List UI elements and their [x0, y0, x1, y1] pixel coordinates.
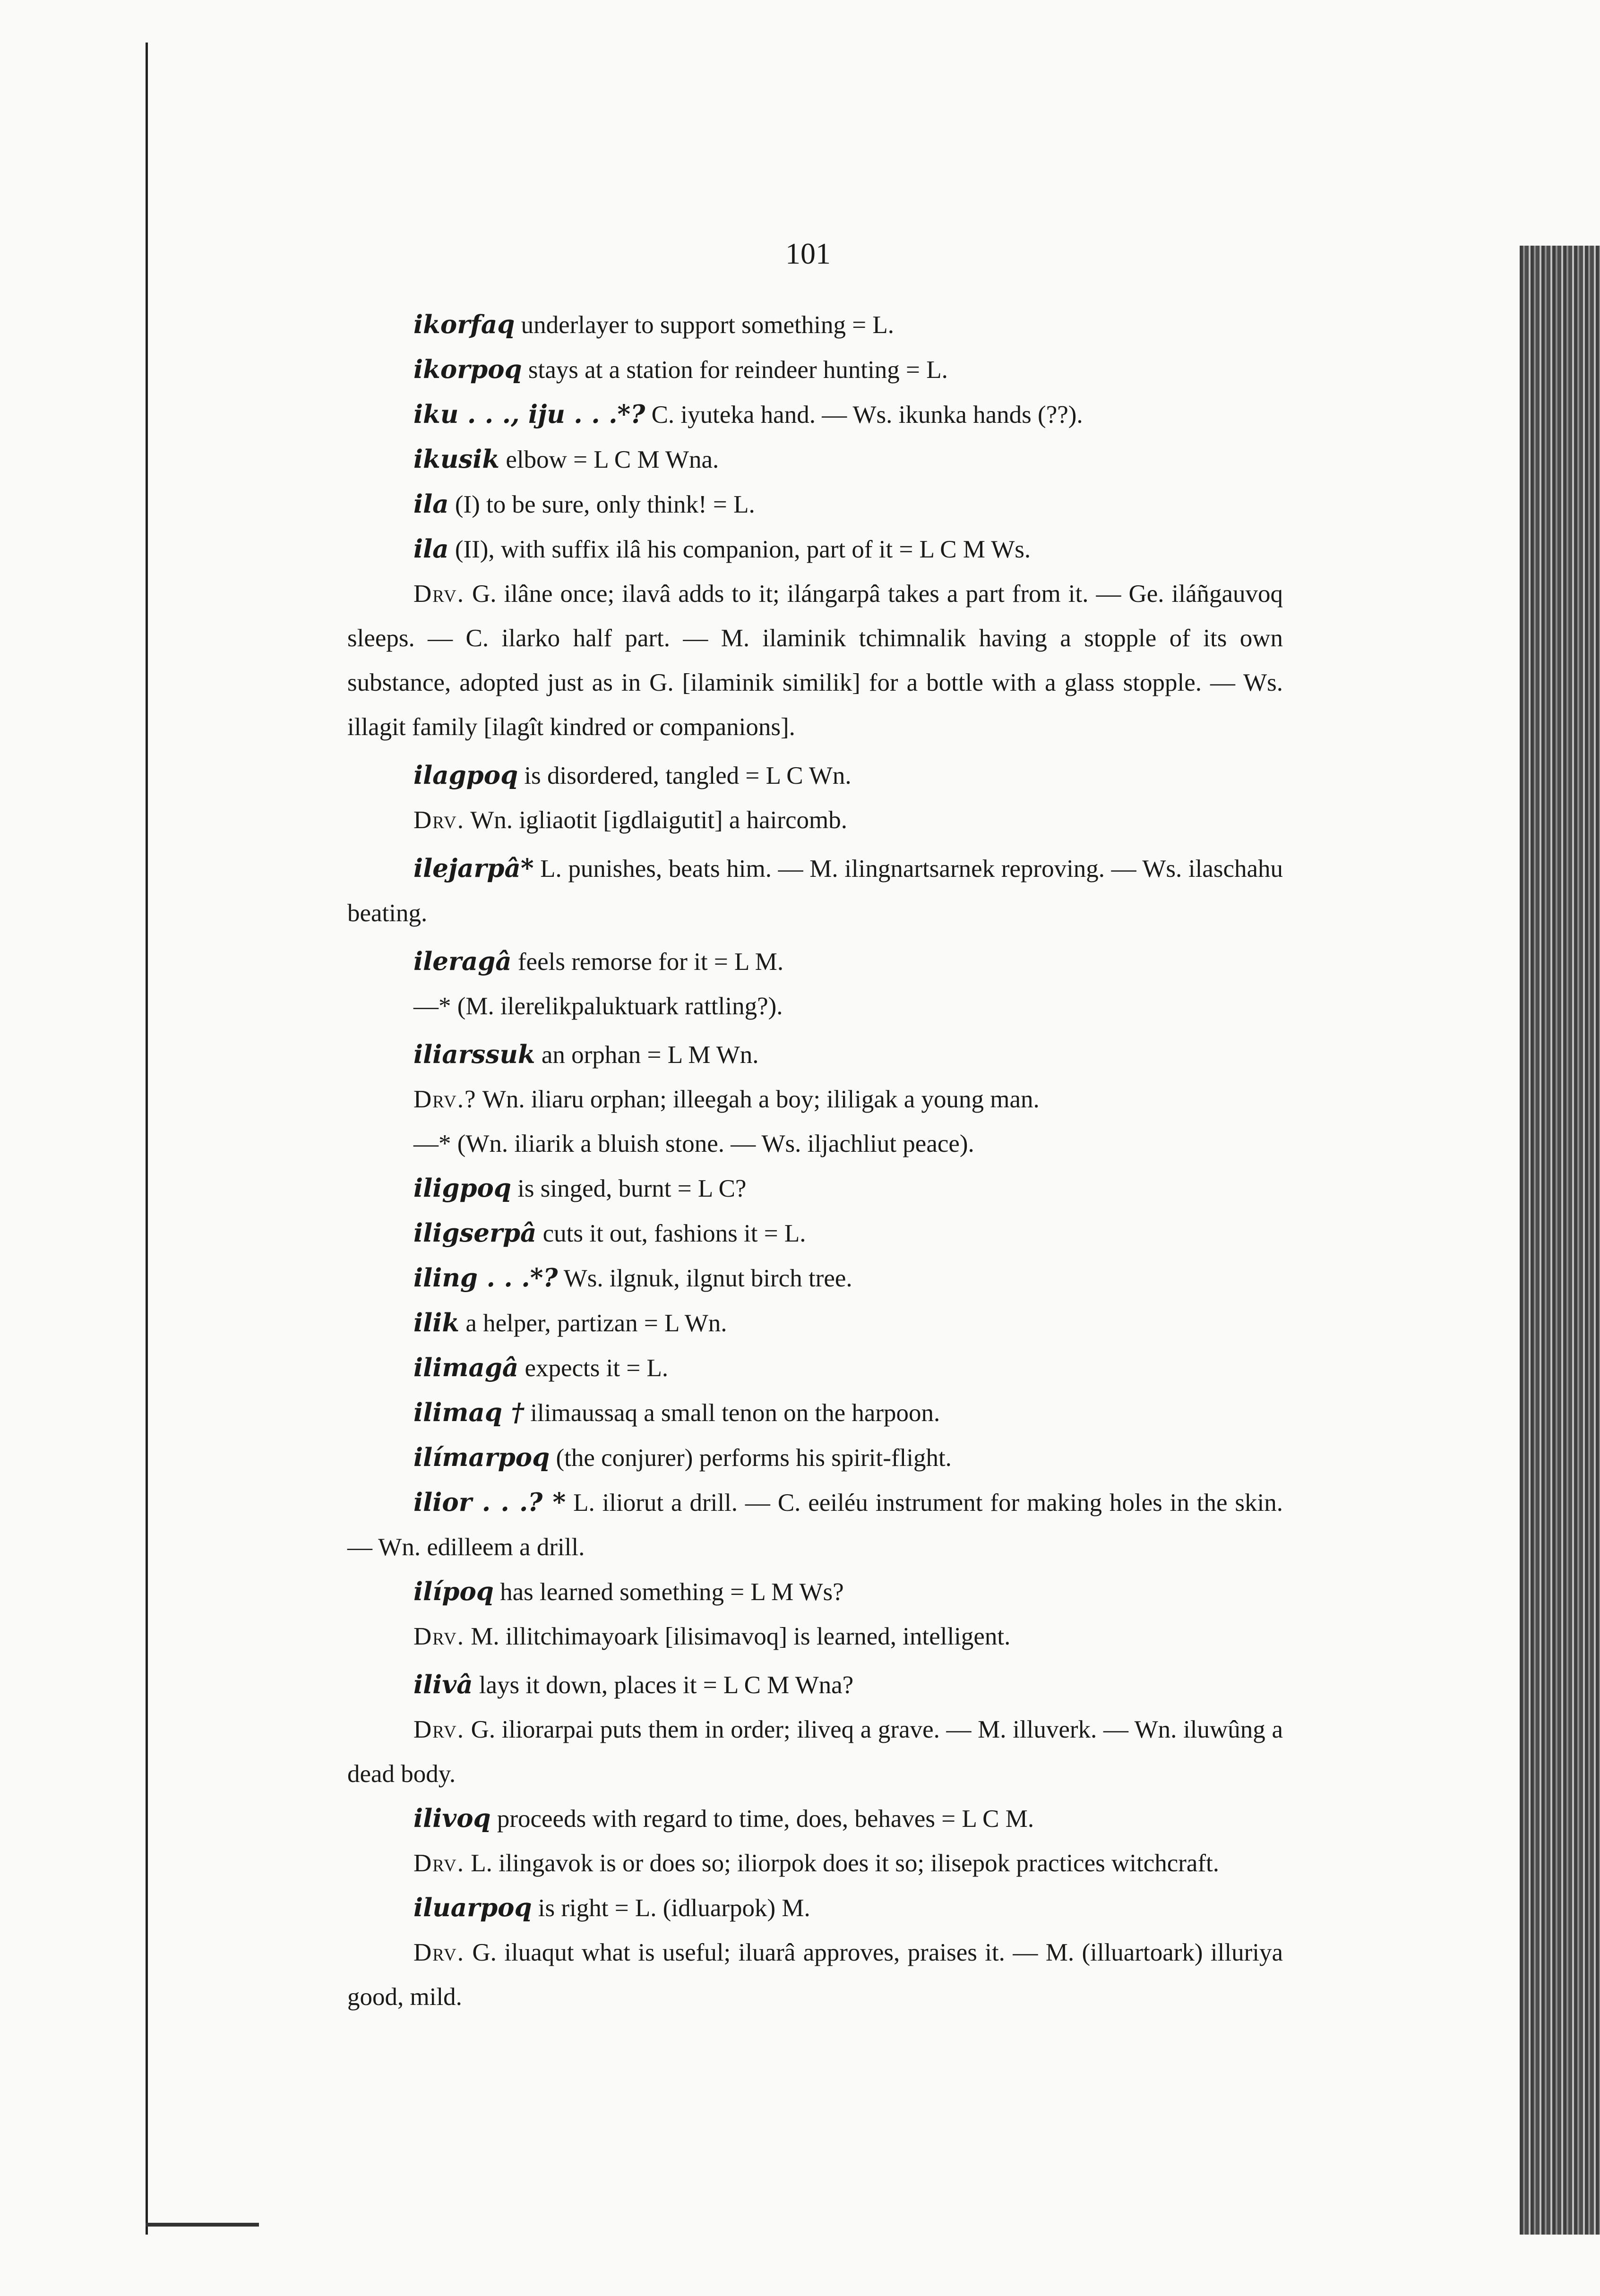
- entry: iling . . .*? Ws. ilgnuk, ilgnut birch tree.: [413, 1263, 852, 1293]
- scan-left-edge: [146, 43, 148, 2235]
- derivation: Drv.? Wn. iliaru orphan; illeegah a boy; ililigak a young man.: [413, 1086, 1040, 1113]
- entry: —* (M. ilerelikpaluktuark rattling?).: [413, 993, 783, 1020]
- entry: ilimagâ expects it = L.: [413, 1353, 669, 1382]
- page-number: 101: [785, 237, 831, 270]
- entry: ikorfaq underlayer to support something = L.: [413, 310, 895, 339]
- derivation: Drv. L. ilingavok is or does so; iliorpok does it so; ilisepok practices witchcraft.: [413, 1850, 1220, 1877]
- entry: iku . . ., iju . . .*? C. iyuteka hand. — Ws. ikunka hands (??).: [413, 400, 1083, 429]
- entry: iligpoq is singed, burnt = L C?: [413, 1174, 747, 1203]
- entry: ilagpoq is disordered, tangled = L C Wn.: [413, 761, 852, 790]
- entry: ilimaq † ilimaussaq a small tenon on the harpoon.: [413, 1398, 940, 1427]
- entry: ila (I) to be sure, only think! = L.: [413, 489, 755, 519]
- scan-bottom-edge: [146, 2223, 259, 2227]
- entry: ilivoq proceeds with regard to time, does, behaves = L C M.: [413, 1804, 1034, 1833]
- derivation: Drv. G. ilâne once; ilavâ adds to it; ilángarpâ takes a part from it. — Ge. iláñgauvoq sleeps. — C. ilarko half part. — M. ilaminik tchimnalik having a stopple of its own substance, adopted just as in G. [ilaminik similik] for a bottle with a glass stopple. — Ws. illagit family [ilagît kindred or companions].: [347, 580, 1283, 741]
- entry: iligserpâ cuts it out, fashions it = L.: [413, 1218, 806, 1248]
- derivation: Drv. G. iluaqut what is useful; iluarâ approves, praises it. — M. (illuartoark) illuriya good, mild.: [347, 1939, 1283, 2011]
- entry: iluarpoq is right = L. (idluarpok) M.: [413, 1893, 810, 1922]
- derivation: Drv. G. iliorarpai puts them in order; iliveq a grave. — M. illuverk. — Wn. iluwûng a dead body.: [347, 1716, 1283, 1788]
- entry: ilik a helper, partizan = L Wn.: [413, 1308, 727, 1337]
- entry: ikusik elbow = L C M Wna.: [413, 445, 719, 474]
- entry: ileragâ feels remorse for it = L M.: [413, 947, 784, 976]
- entry: iliarssuk an orphan = L M Wn.: [413, 1040, 759, 1069]
- scan-right-edge: [1520, 246, 1600, 2235]
- entry: ila (II), with suffix ilâ his companion, part of it = L C M Ws.: [413, 534, 1031, 564]
- entry: ilímarpoq (the conjurer) performs his spirit-flight.: [413, 1443, 952, 1472]
- entry: ilejarpâ* L. punishes, beats him. — M. ilingnartsarnek reproving. — Ws. ilaschahu beating.: [347, 854, 1283, 927]
- entry: ilivâ lays it down, places it = L C M Wna?: [413, 1670, 854, 1699]
- entry: ilípoq has learned something = L M Ws?: [413, 1577, 844, 1606]
- entry: ilior . . .? * L. iliorut a drill. — C. eeiléu instrument for making holes in the skin. — Wn. edilleem a drill.: [347, 1488, 1283, 1561]
- entry: ikorpoq stays at a station for reindeer hunting = L.: [413, 355, 948, 384]
- entry: —* (Wn. iliarik a bluish stone. — Ws. iljachliut peace).: [413, 1130, 974, 1157]
- derivation: Drv. Wn. igliaotit [igdlaigutit] a haircomb.: [413, 806, 848, 834]
- dictionary-entries: [347, 302, 1283, 2019]
- derivation: Drv. M. illitchimayoark [ilisimavoq] is learned, intelligent.: [413, 1623, 1011, 1650]
